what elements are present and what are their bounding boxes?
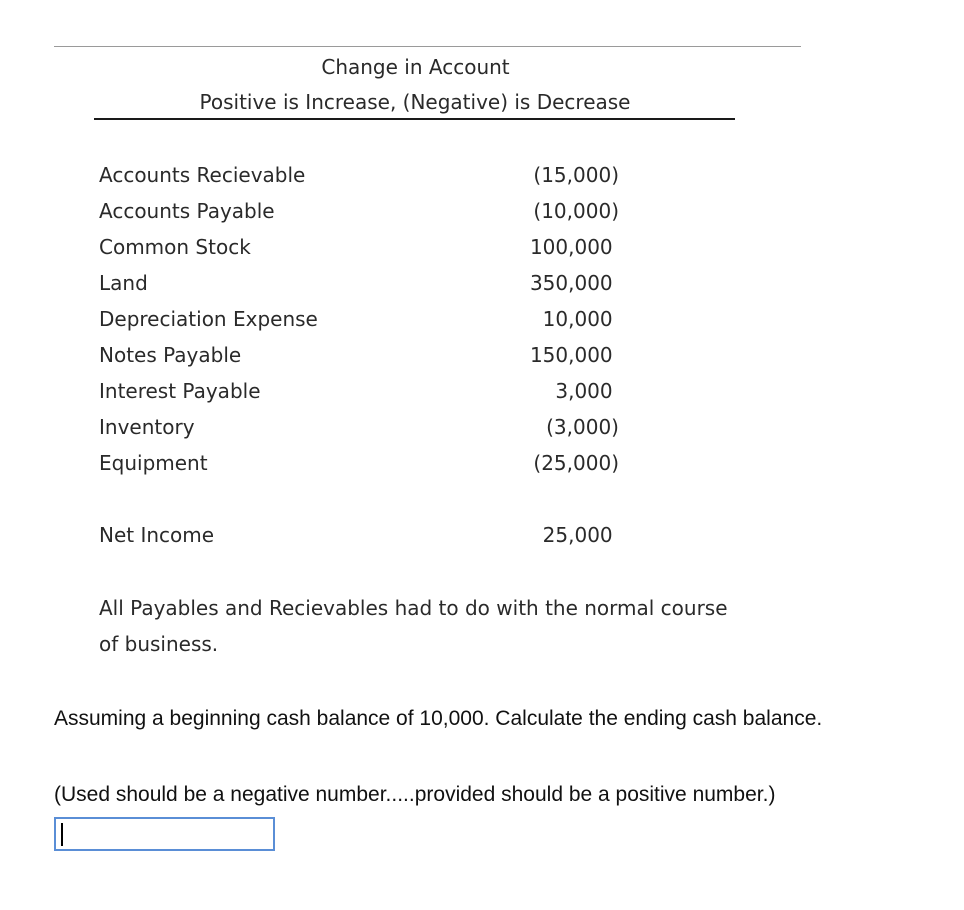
table-row (99, 341, 619, 369)
account-label: Land (99, 271, 148, 295)
business-note: All Payables and Recievables had to do with the normal course of business. (99, 596, 728, 656)
account-value: (3,000) (546, 415, 619, 439)
net-income-label: Net Income (99, 523, 215, 547)
account-label: Accounts Recievable (99, 163, 306, 187)
text-cursor (61, 823, 63, 846)
account-value: 350,000 (529, 271, 619, 295)
instruction-text: (Used should be a negative number.....provided should be a positive number.) (54, 783, 776, 806)
account-label: Accounts Payable (99, 199, 275, 223)
answer-input[interactable] (54, 817, 275, 851)
account-value: 10,000 (542, 307, 619, 331)
table-row (99, 377, 619, 405)
header-underline (94, 118, 735, 120)
table-row (99, 269, 619, 297)
net-income-value: 25,000 (542, 523, 619, 547)
account-label: Depreciation Expense (99, 307, 318, 331)
account-value: 3,000 (555, 379, 619, 403)
account-label: Notes Payable (99, 343, 242, 367)
table-row (99, 413, 619, 441)
account-value: (25,000) (533, 451, 619, 475)
account-value: 100,000 (529, 235, 619, 259)
account-label: Common Stock (99, 235, 251, 259)
account-value: 150,000 (529, 343, 619, 367)
account-label: Inventory (99, 415, 195, 439)
table-row (99, 161, 619, 189)
table-row (99, 233, 619, 261)
account-label: Equipment (99, 451, 208, 475)
account-value: (10,000) (533, 199, 619, 223)
question-text: Assuming a beginning cash balance of 10,000. Calculate the ending cash balance. (54, 707, 823, 730)
table-row (99, 449, 619, 477)
table-subtitle: Positive is Increase, (Negative) is Decrease (199, 90, 631, 114)
top-divider (54, 46, 801, 47)
table-row (99, 197, 619, 225)
net-income-row (99, 521, 619, 549)
account-label: Interest Payable (99, 379, 261, 403)
table-row (99, 305, 619, 333)
account-value: (15,000) (533, 163, 619, 187)
table-title: Change in Account (321, 55, 510, 79)
